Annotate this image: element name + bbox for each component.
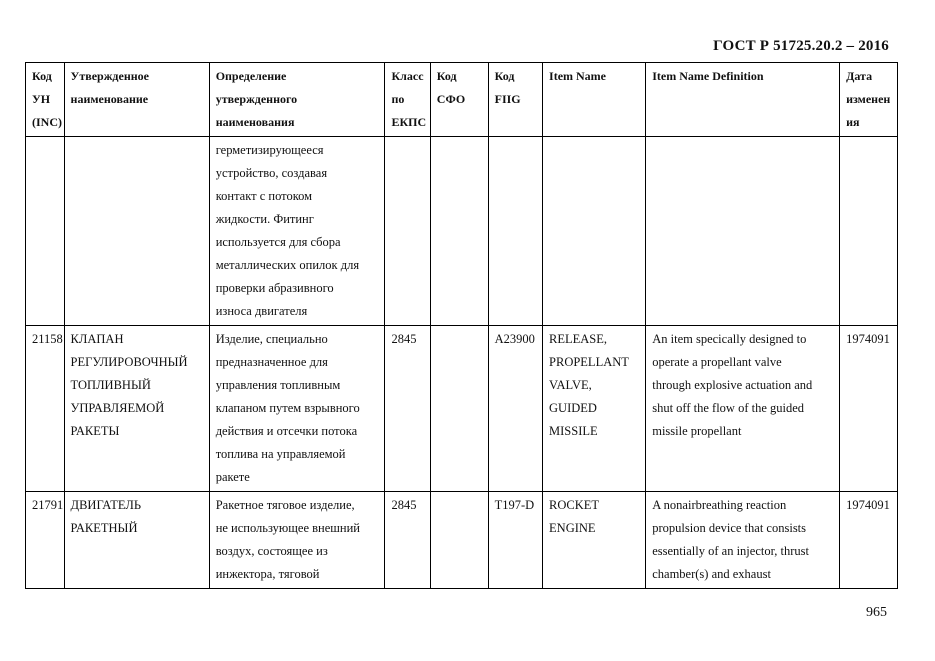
header-line: FIIG: [494, 92, 521, 106]
col-definition-header: [209, 63, 385, 137]
header-line: Утвержденное: [70, 69, 149, 83]
col-item-name-cell: [543, 492, 646, 589]
cell-line: устройство, создавая: [215, 166, 328, 180]
cell-line: Ракетное тяговое изделие,: [215, 498, 355, 512]
catalog-table: [25, 62, 898, 589]
col-class-cell: 2845: [385, 326, 430, 492]
cell-line: A nonairbreathing reaction: [652, 498, 787, 512]
cell-line: ДВИГАТЕЛЬ: [70, 498, 141, 512]
cell-line: воздух, состоящее из: [215, 544, 328, 558]
col-sfo-cell: [430, 137, 488, 326]
col-item-definition-cell: [646, 326, 840, 492]
col-approved-name-cell: [64, 137, 209, 326]
col-inc-header: [26, 63, 65, 137]
cell-line: топлива на управляемой: [215, 447, 346, 461]
cell-line: ТОПЛИВНЫЙ: [70, 378, 151, 392]
cell-line: MISSILE: [549, 424, 598, 438]
col-item-definition-header: [646, 63, 840, 137]
cell-line: износа двигателя: [215, 304, 308, 318]
cell-line: КЛАПАН: [70, 332, 124, 346]
col-sfo-header: [430, 63, 488, 137]
cell-line: VALVE,: [549, 378, 592, 392]
header-line: Определение: [215, 69, 287, 83]
col-item-name-cell: [543, 326, 646, 492]
standard-header: ГОСТ Р 51725.20.2 – 2016: [713, 38, 889, 54]
cell-line: жидкости. Фитинг: [215, 212, 314, 226]
cell-line: предназначенное для: [215, 355, 328, 369]
cell-line: действия и отсечки потока: [215, 424, 358, 438]
cell-line: through explosive actuation and: [652, 378, 813, 392]
col-approved-name-cell: [64, 326, 209, 492]
header-line: Класс: [391, 69, 424, 83]
col-sfo-cell: [430, 492, 488, 589]
col-inc-cell: 21158: [26, 326, 65, 492]
col-item-definition-cell: [646, 492, 840, 589]
cell-line: УПРАВЛЯЕМОЙ: [70, 401, 165, 415]
header-line: наименование: [70, 92, 149, 106]
col-class-cell: 2845: [385, 492, 430, 589]
col-date-cell: [840, 137, 898, 326]
cell-line: missile propellant: [652, 424, 742, 438]
header-line: УН: [32, 92, 51, 106]
table-header-row: [26, 63, 898, 137]
col-class-cell: [385, 137, 430, 326]
col-approved-name-header: [64, 63, 209, 137]
cell-line: propulsion device that consists: [652, 521, 807, 535]
cell-line: РЕГУЛИРОВОЧНЫЙ: [70, 355, 188, 369]
cell-line: RELEASE,: [549, 332, 608, 346]
header-line: утвержденного: [215, 92, 298, 106]
col-date-header: [840, 63, 898, 137]
header-line: Item Name: [549, 69, 607, 83]
header-line: Код: [436, 69, 457, 83]
table-row: [26, 326, 898, 492]
header-line: Дата: [846, 69, 873, 83]
cell-line: chamber(s) and exhaust: [652, 567, 771, 581]
col-item-definition-cell: [646, 137, 840, 326]
cell-line: essentially of an injector, thrust: [652, 544, 809, 558]
col-definition-cell: [209, 492, 385, 589]
header-line: Item Name Definition: [652, 69, 764, 83]
cell-line: металлических опилок для: [215, 258, 360, 272]
cell-line: проверки абразивного: [215, 281, 334, 295]
cell-line: контакт с потоком: [215, 189, 313, 203]
col-item-name-cell: [543, 137, 646, 326]
cell-line: operate a propellant valve: [652, 355, 782, 369]
col-definition-cell: [209, 137, 385, 326]
cell-line: инжектора, тяговой: [215, 567, 320, 581]
col-inc-cell: [26, 137, 65, 326]
cell-line: клапаном путем взрывного: [215, 401, 360, 415]
cell-line: герметизирующееся: [215, 143, 324, 157]
cell-line: PROPELLANT: [549, 355, 629, 369]
table-row: [26, 492, 898, 589]
table-row: [26, 137, 898, 326]
col-class-header: [385, 63, 430, 137]
cell-line: GUIDED: [549, 401, 597, 415]
cell-line: ENGINE: [549, 521, 596, 535]
col-fiig-cell: [488, 137, 542, 326]
cell-line: ROCKET: [549, 498, 600, 512]
cell-line: не использующее внешний: [215, 521, 360, 535]
header-line: наименования: [215, 115, 295, 129]
col-definition-cell: [209, 326, 385, 492]
cell-line: An item specically designed to: [652, 332, 807, 346]
col-approved-name-cell: [64, 492, 209, 589]
cell-line: используется для сбора: [215, 235, 341, 249]
header-line: СФО: [436, 92, 466, 106]
col-fiig-header: [488, 63, 542, 137]
col-date-cell: 1974091: [840, 326, 898, 492]
col-fiig-cell: A23900: [488, 326, 542, 492]
header-line: (INC): [32, 115, 62, 129]
col-sfo-cell: [430, 326, 488, 492]
header-line: Код: [494, 69, 515, 83]
cell-line: Изделие, специально: [215, 332, 328, 346]
cell-line: ракете: [215, 470, 250, 484]
col-date-cell: 1974091: [840, 492, 898, 589]
cell-line: shut off the flow of the guided: [652, 401, 805, 415]
header-line: изменен: [846, 92, 891, 106]
col-item-name-header: [543, 63, 646, 137]
cell-line: РАКЕТНЫЙ: [70, 521, 138, 535]
header-line: по: [391, 92, 405, 106]
page-number: 965: [866, 605, 887, 620]
col-fiig-cell: T197-D: [488, 492, 542, 589]
header-line: ЕКПС: [391, 115, 427, 129]
col-inc-cell: 21791: [26, 492, 65, 589]
header-line: ия: [846, 115, 860, 129]
cell-line: управления топливным: [215, 378, 341, 392]
header-line: Код: [32, 69, 52, 83]
cell-line: РАКЕТЫ: [70, 424, 120, 438]
